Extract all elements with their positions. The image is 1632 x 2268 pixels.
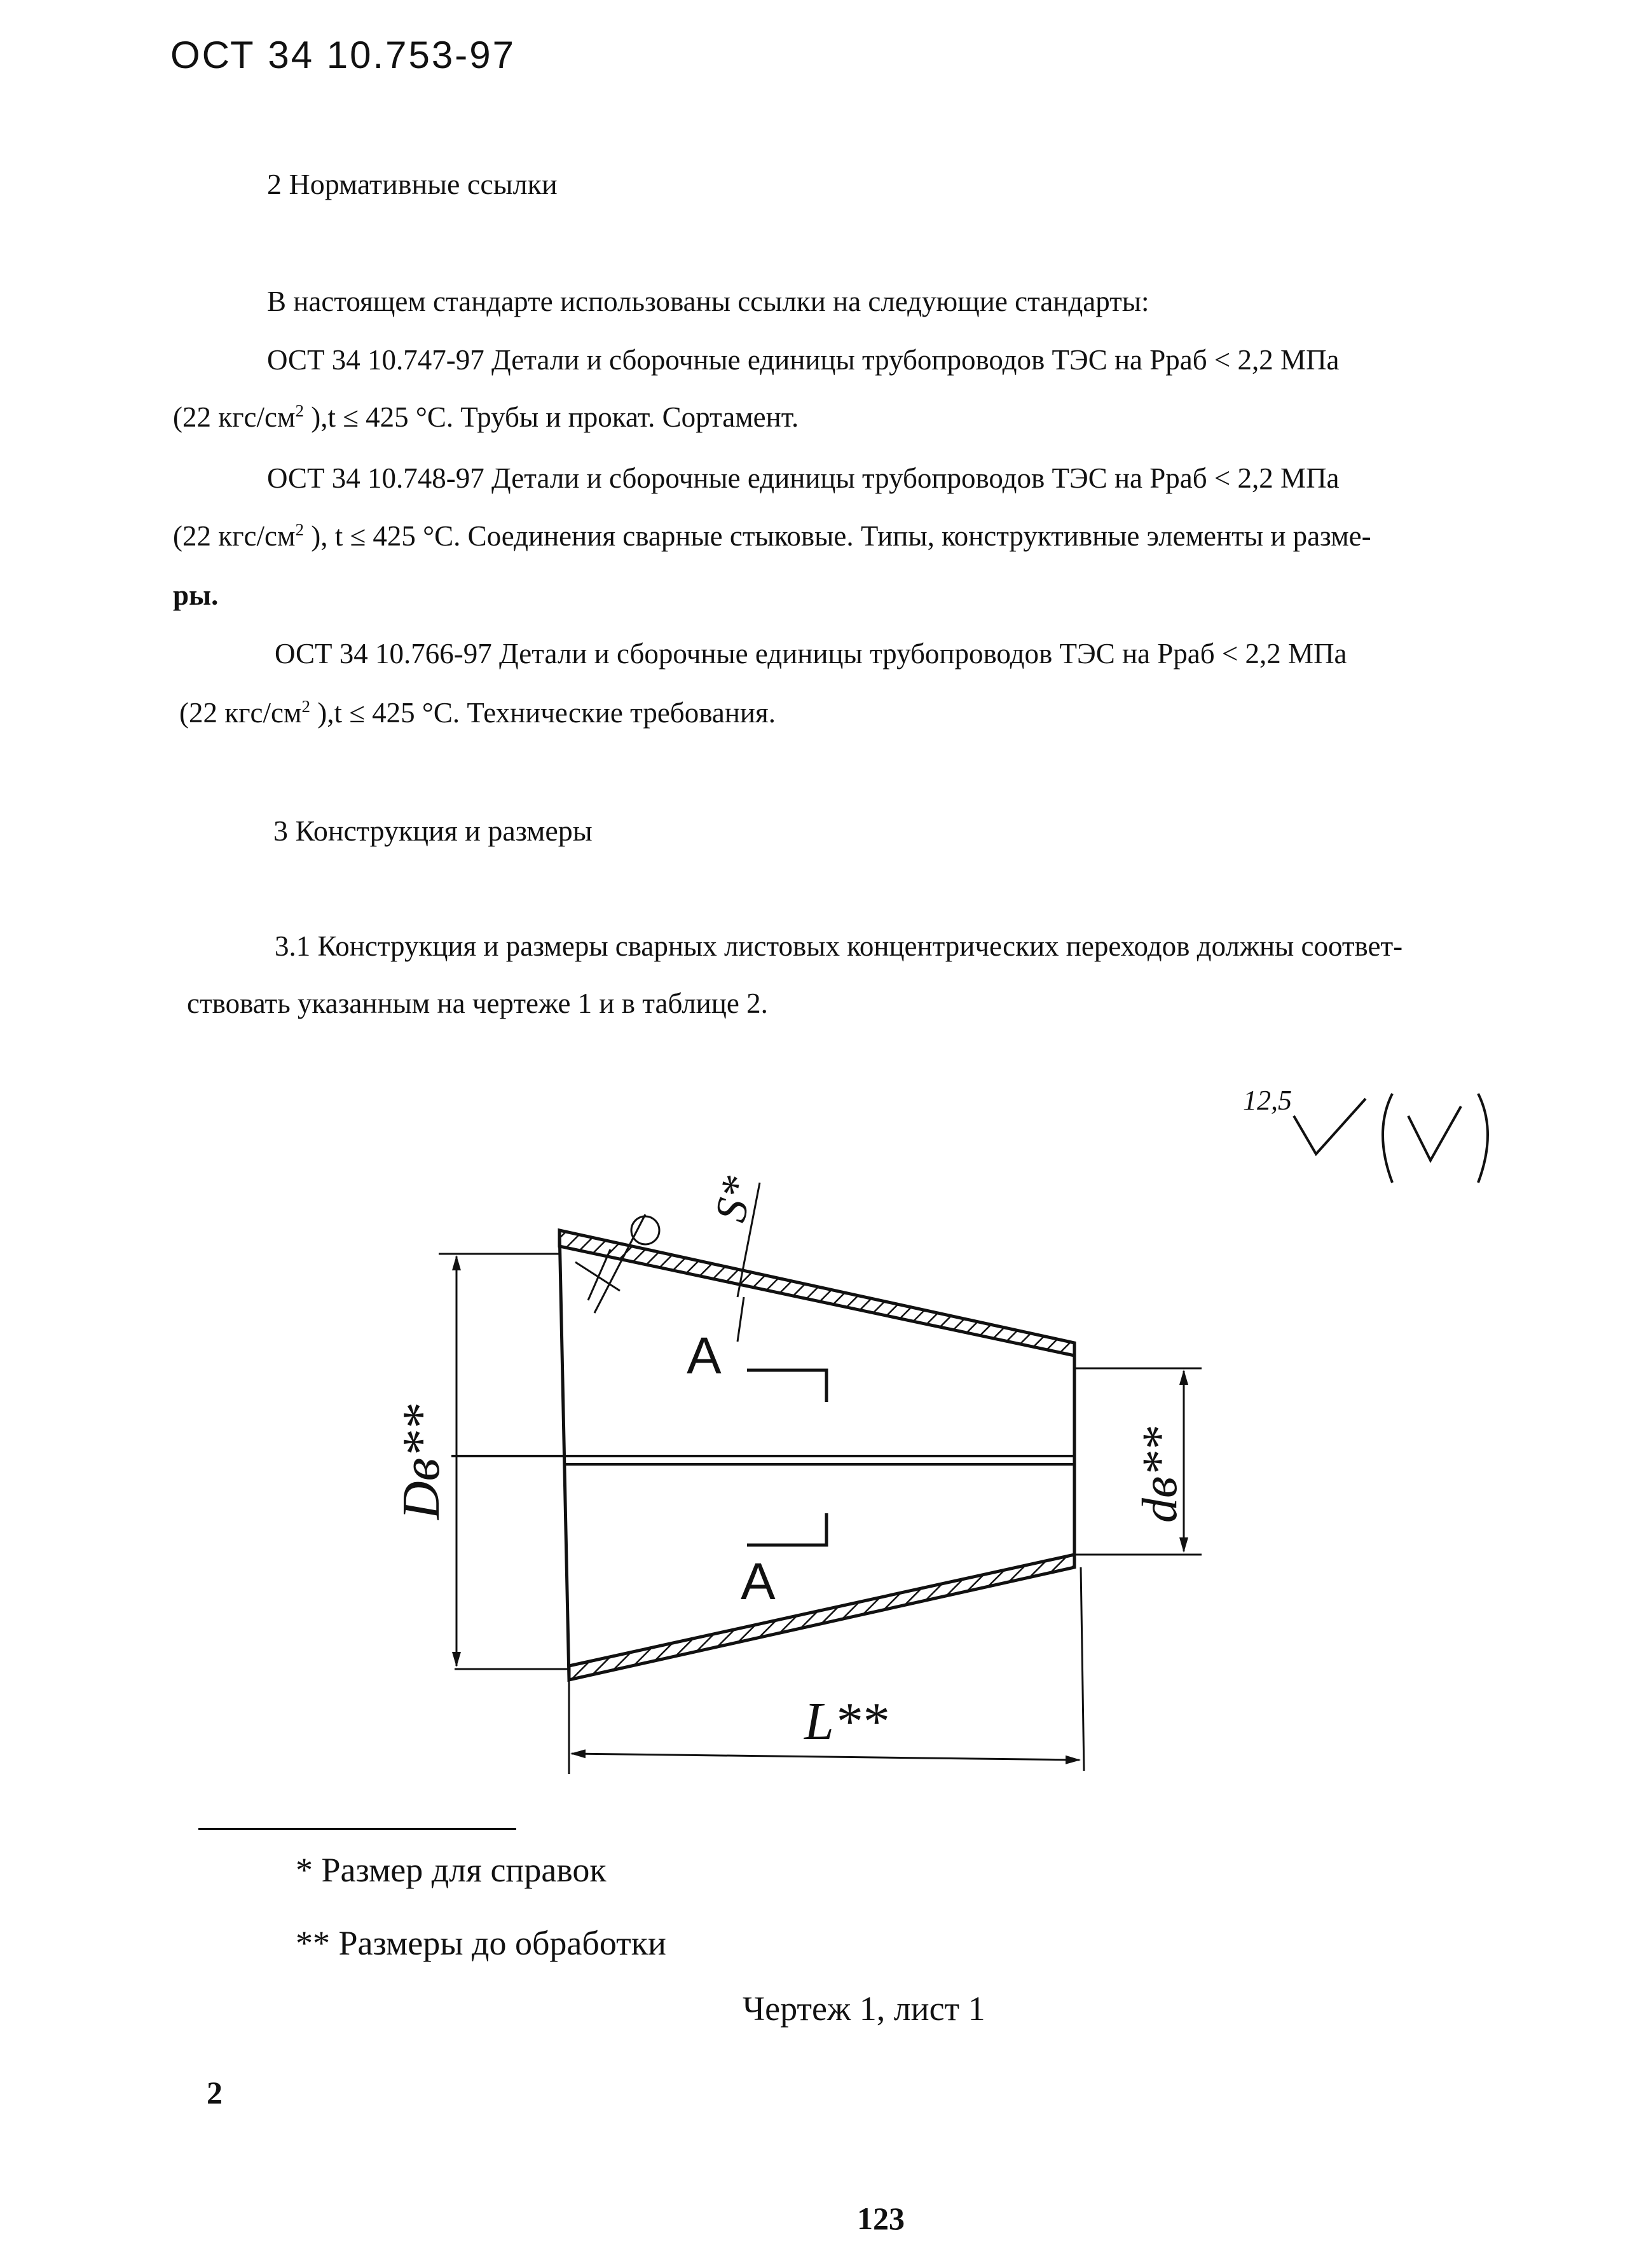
S-label: S* <box>706 1172 764 1227</box>
L-extension-right <box>1081 1567 1084 1771</box>
section-A-lower-label: A <box>741 1553 776 1611</box>
roughness-small-check-mark <box>1408 1106 1461 1160</box>
reference-2-line3: ры. <box>173 579 219 611</box>
footnote-rule <box>198 1828 516 1830</box>
reference-1-line2: (22 кгс/$см^2$ ),t ≤ 425 °С. Трубы и прокат. Сортамент. <box>173 401 799 433</box>
section-A-lower-mark <box>747 1513 826 1545</box>
footnote-1: * Размер для справок <box>296 1851 607 1889</box>
drawing-caption: Чертеж 1, лист 1 <box>743 1990 985 2028</box>
roughness-check-mark <box>1294 1099 1366 1154</box>
section-A-upper-label: A <box>687 1327 722 1385</box>
footnote-2: ** Размеры до обработки <box>296 1924 666 1962</box>
reference-1-line1: ОСТ 34 10.747-97 Детали и сборочные единицы трубопроводов ТЭС на Рраб < 2,2 МПа <box>267 344 1340 376</box>
roughness-value: 12,5 <box>1243 1085 1292 1116</box>
section-3-paragraph-line2: ствовать указанным на чертеже 1 и в таблице 2. <box>187 987 768 1019</box>
section-3-paragraph-line1: 3.1 Конструкция и размеры сварных листовых концентрических переходов должны соответ- <box>275 930 1403 962</box>
document-code: ОСТ 34 10.753-97 <box>170 34 516 76</box>
S-leader-tail <box>737 1297 744 1342</box>
reference-2-line1: ОСТ 34 10.748-97 Детали и сборочные единицы трубопроводов ТЭС на Рраб < 2,2 МПа <box>267 462 1340 494</box>
L-label: L** <box>804 1692 888 1751</box>
section-2-title: 2 Нормативные ссылки <box>267 168 558 200</box>
page-number: 123 <box>857 2201 905 2236</box>
section-2-intro: В настоящем стандарте использованы ссылки на следующие стандарты: <box>267 285 1149 317</box>
lower-wall-section <box>569 1555 1074 1680</box>
D-label: Dв** <box>392 1404 451 1520</box>
reference-2-line2: (22 кгс/$см^2$ ), t ≤ 425 °С. Соединения сварные стыковые. Типы, конструктивные элементы и разме- <box>173 520 1371 552</box>
roughness-paren-right <box>1478 1094 1488 1183</box>
section-3-title: 3 Конструкция и размеры <box>273 814 593 847</box>
roughness-paren-left <box>1383 1094 1392 1183</box>
L-dimension-line <box>572 1754 1080 1760</box>
reference-3-line2: (22 кгс/$см^2$ ),t ≤ 425 °С. Технические требования. <box>179 697 776 729</box>
detail-circle <box>631 1216 659 1244</box>
upper-wall-section <box>559 1230 1074 1356</box>
reference-3-line1: ОСТ 34 10.766-97 Детали и сборочные единицы трубопроводов ТЭС на Рраб < 2,2 МПа <box>275 638 1347 670</box>
d-label: dв** <box>1132 1427 1187 1523</box>
local-page-number: 2 <box>207 2075 223 2110</box>
section-A-upper-mark <box>747 1370 826 1402</box>
